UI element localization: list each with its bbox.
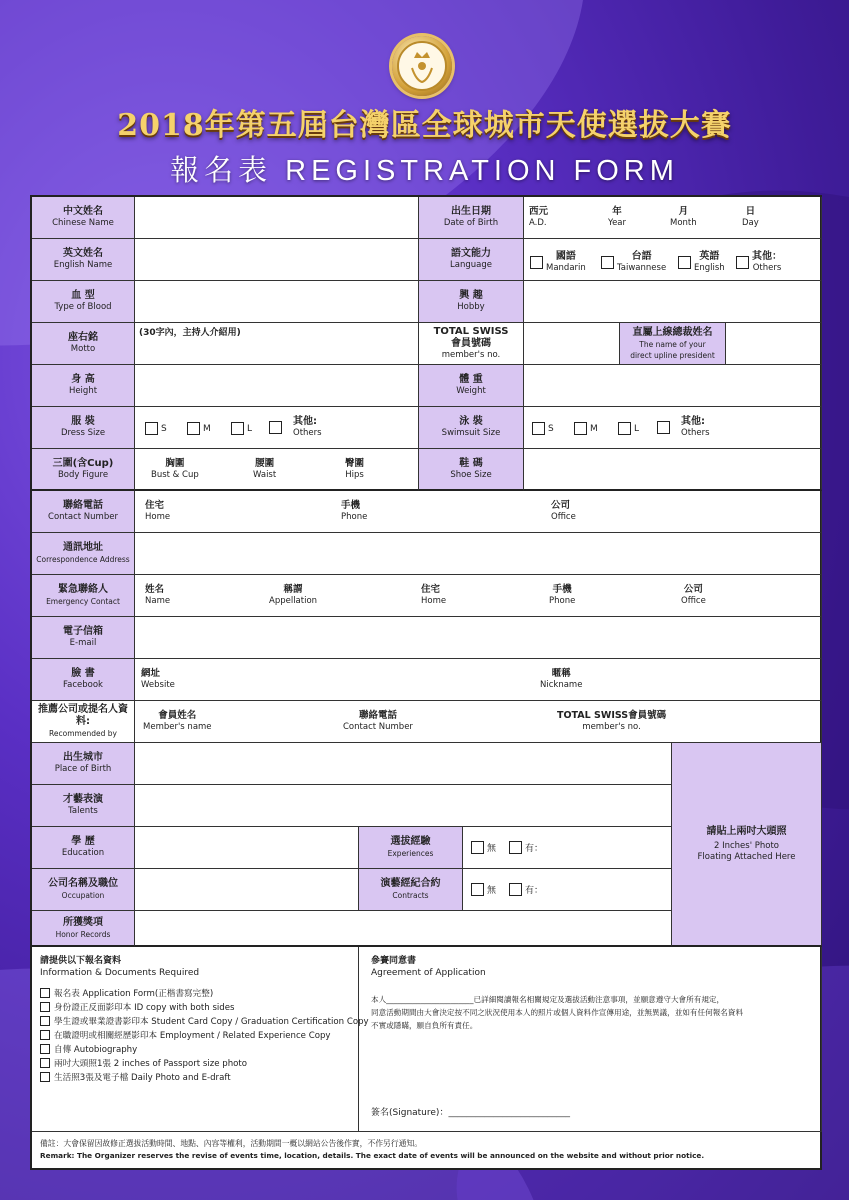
label-contracts: 演藝經紀合約 Contracts — [359, 869, 463, 911]
label-chinese-name: 中文姓名 Chinese Name — [32, 197, 135, 239]
label-language: 語文能力 Language — [419, 239, 524, 281]
contract-no-checkbox[interactable] — [471, 883, 484, 896]
label-email: 電子信箱 E-mail — [32, 617, 135, 659]
swim-s-checkbox[interactable] — [532, 422, 545, 435]
label-facebook: 臉 書 Facebook — [32, 659, 135, 701]
label-english-name: 英文姓名 English Name — [32, 239, 135, 281]
blood-type-field[interactable] — [135, 281, 419, 323]
label-body-figure: 三圍(含Cup) Body Figure — [32, 449, 135, 491]
weight-field[interactable] — [524, 365, 822, 407]
english-checkbox[interactable] — [678, 256, 691, 269]
label-education: 學 歷 Education — [32, 827, 135, 869]
label-upline: 直屬上線總裁姓名 The name of your direct upline president — [620, 323, 726, 365]
emergency-contact-field[interactable]: 姓名 Name 稱謂 Appellation 住宅 Home 手機 Phone 公司 Office — [135, 575, 822, 617]
dress-s-checkbox[interactable] — [145, 422, 158, 435]
honor-records-field[interactable] — [135, 911, 672, 947]
english-name-field[interactable] — [135, 239, 419, 281]
place-of-birth-field[interactable] — [135, 743, 672, 785]
signature-line[interactable]: 簽名(Signature)：___________________________ — [371, 1108, 570, 1118]
recommended-by-field[interactable]: 會員姓名 Member's name 聯絡電話 Contact Number TOTAL SWISS會員號碼 member's no. — [135, 701, 822, 743]
talents-field[interactable] — [135, 785, 672, 827]
label-recommended-by: 推薦公司或提名人資料: Recommended by — [32, 701, 135, 743]
contracts-options: 無 有： — [463, 869, 672, 911]
doc-checkbox-2[interactable] — [40, 1002, 50, 1012]
contact-number-field[interactable]: 住宅 Home 手機 Phone 公司 Office — [135, 491, 822, 533]
body-figure-field[interactable]: 胸圍 Bust & Cup 腰圍 Waist 臀圍 Hips — [135, 449, 419, 491]
contract-yes-checkbox[interactable] — [509, 883, 522, 896]
page-title: 2018年第五屆台灣區全球城市天使選拔大賽 — [117, 108, 732, 143]
label-experiences: 選拔經驗 Experiences — [359, 827, 463, 869]
experience-no-checkbox[interactable] — [471, 841, 484, 854]
swiss-member-field[interactable] — [524, 323, 620, 365]
occupation-field[interactable] — [135, 869, 359, 911]
language-options: 國語 Mandarin 台語 Taiwannese 英語 English 其他： Others — [524, 239, 822, 281]
label-swiss-member: TOTAL SWISS 會員號碼 member's no. — [419, 323, 524, 365]
label-weight: 體 重 Weight — [419, 365, 524, 407]
dress-l-checkbox[interactable] — [231, 422, 244, 435]
experiences-options: 無 有： — [463, 827, 672, 869]
doc-checkbox-6[interactable] — [40, 1058, 50, 1068]
photo-area[interactable]: 請貼上兩吋大頭照 2 Inches' Photo Floating Attached Here — [672, 743, 822, 947]
upline-field[interactable] — [726, 323, 822, 365]
label-place-of-birth: 出生城市 Place of Birth — [32, 743, 135, 785]
address-field[interactable] — [135, 533, 822, 575]
label-talents: 才藝表演 Talents — [32, 785, 135, 827]
label-dress-size: 服 裝 Dress Size — [32, 407, 135, 449]
dress-others-checkbox[interactable] — [269, 421, 282, 434]
height-field[interactable] — [135, 365, 419, 407]
documents-required: 請提供以下報名資料 Information & Documents Required 報名表 Application Form(正楷書寫完整) 身份證正反面影印本 ID copy with both sides 學生證或畢業證書影印本 Student Card Copy / Graduation Certification Copy 在職證明或相關經歷影印本 Employment / Related Experience Copy 自傳 Autobiography 兩吋大頭照1張 2 inches of Passport size photo 生活照3張及電子檔 Daily Photo and E-draft — [32, 947, 359, 1132]
doc-checkbox-5[interactable] — [40, 1044, 50, 1054]
doc-checkbox-7[interactable] — [40, 1072, 50, 1082]
facebook-field[interactable]: 網址 Website 暱稱 Nickname — [135, 659, 822, 701]
label-contact-number: 聯絡電話 Contact Number — [32, 491, 135, 533]
hobby-field[interactable] — [524, 281, 822, 323]
label-blood-type: 血 型 Type of Blood — [32, 281, 135, 323]
label-swimsuit-size: 泳 裝 Swimsuit Size — [419, 407, 524, 449]
motto-field[interactable]: (30字內，主持人介紹用) — [135, 323, 419, 365]
remarks: 備註：大會保留因故修正選拔活動時間、地點、內容等權利，活動期間一概以網站公告後作實，不作另行通知。 Remark: The Organizer reserves the revise of events time, location, details. The exact date of events will be announced on the website and without prior notice. — [40, 1139, 705, 1160]
label-address: 通訊地址 Correspondence Address — [32, 533, 135, 575]
swim-m-checkbox[interactable] — [574, 422, 587, 435]
label-dob: 出生日期 Date of Birth — [419, 197, 524, 239]
label-shoe-size: 鞋 碼 Shoe Size — [419, 449, 524, 491]
doc-checkbox-3[interactable] — [40, 1016, 50, 1026]
label-occupation: 公司名稱及職位 Occupation — [32, 869, 135, 911]
taiwanese-checkbox[interactable] — [601, 256, 614, 269]
email-field[interactable] — [135, 617, 822, 659]
swim-l-checkbox[interactable] — [618, 422, 631, 435]
page-subtitle: 報名表 REGISTRATION FORM — [170, 155, 679, 187]
dress-size-options: S M L 其他: Others — [135, 407, 419, 449]
label-hobby: 興 趣 Hobby — [419, 281, 524, 323]
doc-checkbox-4[interactable] — [40, 1030, 50, 1040]
swim-others-checkbox[interactable] — [657, 421, 670, 434]
label-height: 身 高 Height — [32, 365, 135, 407]
label-honor-records: 所獲獎項 Honor Records — [32, 911, 135, 947]
experience-yes-checkbox[interactable] — [509, 841, 522, 854]
shoe-size-field[interactable] — [524, 449, 822, 491]
dress-m-checkbox[interactable] — [187, 422, 200, 435]
registration-form — [30, 195, 822, 1170]
label-emergency-contact: 緊急聯絡人 Emergency Contact — [32, 575, 135, 617]
others-language-checkbox[interactable] — [736, 256, 749, 269]
label-motto: 座右銘 Motto — [32, 323, 135, 365]
swimsuit-size-options: S M L 其他: Others — [524, 407, 822, 449]
agreement-section: 參賽同意書 Agreement of Application 本人_______________________已詳細閱讀報名相關規定及選拔活動注意事項，並願意遵守大會所有規定， 同意活動期間由大會決定按不同之狀況使用本人的照片或個人資料作宣傳用途，並無異議，並如有任何報名資料 不實或隱瞞，願自負所有責任。 簽名(Signature)：___________________________ — [359, 947, 822, 1132]
doc-checkbox-1[interactable] — [40, 988, 50, 998]
education-field[interactable] — [135, 827, 359, 869]
crown-logo-icon — [392, 36, 452, 96]
dob-field[interactable]: 西元 A.D. 年 Year 月 Month 日 Day — [524, 197, 822, 239]
chinese-name-field[interactable] — [135, 197, 419, 239]
mandarin-checkbox[interactable] — [530, 256, 543, 269]
